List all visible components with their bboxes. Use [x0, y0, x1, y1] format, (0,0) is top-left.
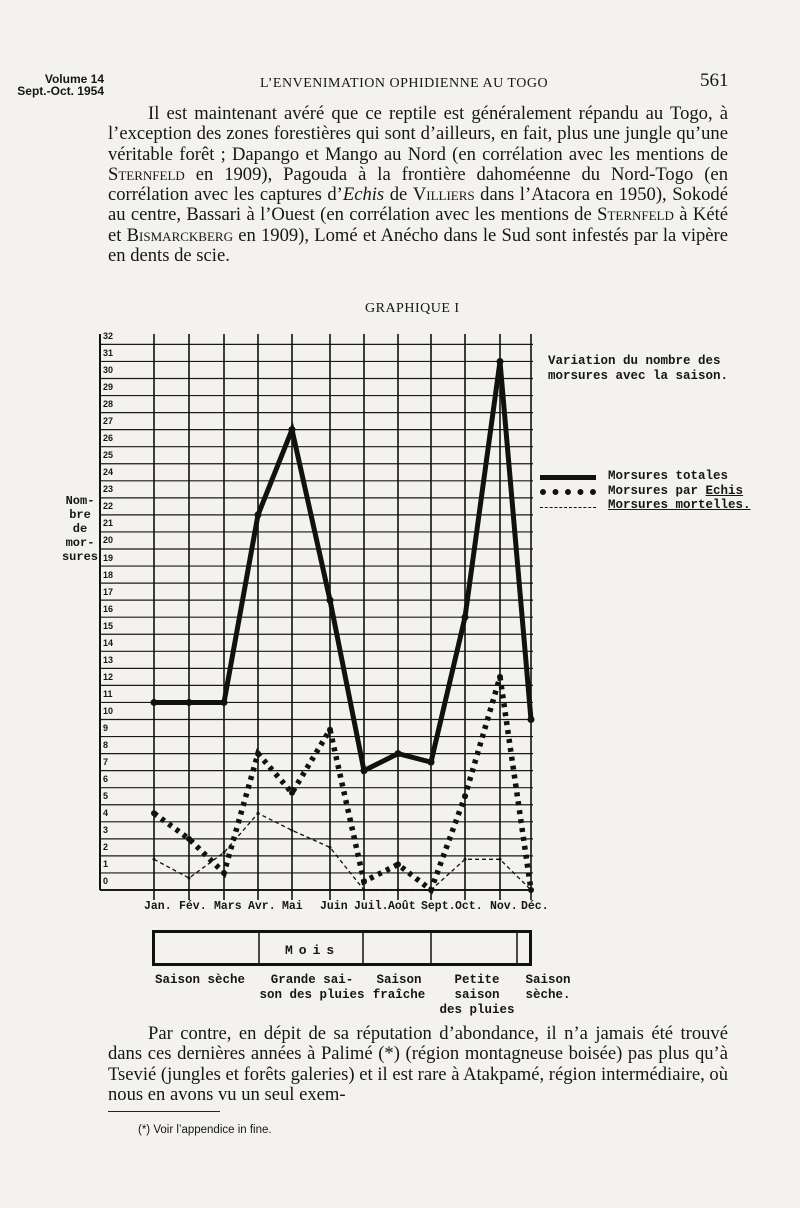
legend-text: Morsures par [608, 484, 706, 498]
legend-text: Morsures mortelles. [608, 498, 751, 512]
y-tick-label: 32 [103, 330, 114, 341]
legend-text: Morsures totales [608, 469, 729, 483]
season-line: Saison [525, 973, 571, 987]
y-tick-label: 24 [103, 467, 114, 478]
genus-name: Echis [342, 184, 385, 206]
legend-swatch-solid [540, 475, 596, 480]
paragraph-2: Par contre, en dépit de sa réputation d’abondance, il n’a jamais été trouvé dans ces dernières années à Palimé (*) (région montagneuse boisée) pas plus qu’à Tsevié (jungles et forêts galeries) et il est rare à Atakpamé, région intermédiaire, où nous en avons vu un seul exem- [108, 1023, 728, 1105]
season-line: des pluies [439, 1003, 515, 1017]
data-point [223, 851, 226, 854]
y-tick-label: 6 [103, 774, 109, 785]
y-tick-label: 8 [103, 740, 109, 751]
data-point [289, 426, 296, 433]
x-tick-label: Déc. [521, 900, 549, 913]
y-tick-label: 29 [103, 382, 114, 393]
data-point [430, 889, 433, 892]
data-point [462, 614, 469, 621]
y-axis-label-line: sures [61, 550, 98, 564]
season-line: Grande sai- [270, 973, 354, 987]
y-tick-label: 3 [103, 825, 109, 836]
mois-box [152, 930, 532, 966]
data-point [186, 836, 192, 842]
season-line: fraîche [372, 988, 426, 1002]
graph-title: GRAPHIQUE I [365, 301, 460, 316]
footnote: (*) Voir l’appendice in fine. [138, 1124, 272, 1136]
issue-label: Sept.-Oct. 1954 [17, 84, 104, 98]
y-tick-label: 27 [103, 416, 114, 427]
x-tick-label: Nov. [490, 900, 518, 913]
author-name: Sternfeld [108, 163, 185, 185]
y-tick-label: 11 [103, 688, 113, 699]
data-point [186, 699, 193, 706]
data-point [221, 870, 227, 876]
legend-swatch-dotted [540, 489, 596, 495]
y-tick-label: 13 [103, 654, 114, 665]
y-tick-label: 16 [103, 603, 114, 614]
legend-label [608, 498, 751, 512]
season-line: sèche. [525, 988, 571, 1002]
x-tick-label: Oct. [455, 900, 483, 913]
x-tick-label: Juin [320, 900, 348, 913]
x-tick-label: Mai [282, 900, 303, 913]
data-point [497, 358, 504, 365]
legend-text: Echis [705, 484, 744, 498]
data-point [153, 858, 156, 861]
data-point [327, 597, 334, 604]
p1-text: de [384, 184, 413, 206]
y-axis-label-line: de [72, 522, 88, 536]
x-tick-label: Fév. [179, 900, 207, 913]
footnote-rule [108, 1111, 220, 1112]
x-tick-label: Avr. [248, 900, 276, 913]
y-tick-label: 1 [103, 859, 109, 870]
data-point [329, 846, 332, 849]
y-tick-label: 20 [103, 535, 114, 546]
data-point [151, 699, 158, 706]
y-tick-label: 15 [103, 620, 114, 631]
chart-caption [548, 354, 728, 384]
x-tick-label: Juil. [354, 900, 389, 913]
y-tick-label: 19 [103, 552, 114, 563]
x-tick-label: Mars [214, 900, 242, 913]
data-point [257, 812, 260, 815]
p1-text: en 1909), Lomé et Anécho dans le Sud sont infestés par la vipère en dents de scie. [108, 224, 728, 267]
author-name: Villiers [412, 184, 475, 206]
data-point [363, 889, 366, 892]
season-line: son des pluies [259, 988, 365, 1002]
legend-label [608, 469, 728, 483]
y-axis-label-line: mor- [65, 536, 95, 550]
season-label [362, 973, 436, 1003]
y-tick-label: 14 [103, 637, 114, 648]
data-point [497, 674, 503, 680]
data-point [289, 790, 295, 796]
legend-label [608, 484, 743, 498]
data-point [291, 829, 294, 832]
x-tick-label: Jan. [144, 900, 172, 913]
caption-line: Variation du nombre des [548, 354, 721, 368]
y-tick-label: 4 [103, 808, 109, 819]
y-tick-label: 28 [103, 399, 114, 410]
y-tick-label: 22 [103, 501, 114, 512]
y-axis-label-line: bre [69, 508, 91, 522]
author-name: Sternfeld [597, 204, 674, 226]
data-point [188, 877, 191, 880]
y-axis-label [60, 494, 100, 564]
y-tick-label: 0 [103, 876, 109, 887]
y-tick-label: 25 [103, 450, 114, 461]
y-tick-label: 18 [103, 569, 114, 580]
p1-text: à Kété et [108, 204, 728, 246]
season-label [516, 973, 580, 1003]
data-point [499, 858, 502, 861]
y-tick-label: 26 [103, 433, 114, 444]
data-point [464, 858, 467, 861]
season-line: Saison [376, 973, 422, 987]
page-number: 561 [700, 70, 729, 91]
caption-line: morsures avec la saison. [548, 369, 729, 383]
y-tick-label: 2 [103, 842, 109, 853]
y-tick-label: 5 [103, 791, 109, 802]
mois-box-dividers [155, 933, 529, 963]
x-tick-label: Août [388, 900, 416, 913]
season-line: Petite [454, 973, 500, 987]
y-tick-label: 23 [103, 484, 114, 495]
data-point [530, 889, 533, 892]
p1-text: en 1909), Pagouda à la frontière dahoméenne du Nord-Togo (en corrélation avec les captures d’ [108, 163, 728, 206]
data-point [361, 878, 367, 884]
mois-label: Mois [285, 943, 341, 958]
y-tick-label: 17 [103, 586, 114, 597]
data-point [327, 727, 333, 733]
y-tick-label: 21 [103, 518, 114, 529]
y-tick-label: 30 [103, 364, 114, 375]
p1-text: dans l’Atacora en 1950), Sokodé au centre, Bassari à l’Ouest (en corrélation avec les mentions de [108, 184, 728, 226]
legend-item-mortelles [540, 498, 780, 516]
data-point [528, 716, 535, 723]
data-point [395, 861, 401, 867]
data-point [255, 511, 262, 518]
series-line-dashed-thin [154, 813, 531, 890]
y-tick-label: 10 [103, 705, 114, 716]
legend-swatch-dashed [540, 507, 596, 508]
season-line: saison [454, 988, 500, 1002]
data-point [397, 889, 400, 892]
place-name: Bismarckberg [126, 224, 233, 246]
season-label [256, 973, 368, 1003]
p1-text: Il est maintenant avéré que ce reptile est généralement répandu au Togo, à l’exception des zones forestières qui sont d’ailleurs, en fait, plus une jungle qu’une véritable forêt ; Dapango et Mango au Nord (en corrélation avec les mentions de [108, 103, 728, 165]
volume-label: Volume 14 [44, 72, 104, 86]
season-label [432, 973, 522, 1018]
data-point [361, 767, 368, 774]
data-point [255, 751, 261, 757]
x-tick-label: Sept. [421, 900, 456, 913]
season-label [140, 973, 260, 988]
running-title: L’ENVENIMATION OPHIDIENNE AU TOGO [260, 76, 549, 91]
series-line-dotted-thick [154, 677, 531, 890]
data-point [395, 750, 402, 757]
y-tick-label: 31 [103, 347, 114, 358]
y-tick-label: 9 [103, 723, 109, 734]
y-tick-label: 7 [103, 757, 109, 768]
data-point [221, 699, 228, 706]
season-line: Saison sèche [154, 973, 245, 987]
data-point [428, 759, 435, 766]
y-axis-label-line: Nom- [65, 494, 95, 508]
data-point [151, 810, 157, 816]
y-tick-label: 12 [103, 671, 114, 682]
data-point [462, 793, 468, 799]
